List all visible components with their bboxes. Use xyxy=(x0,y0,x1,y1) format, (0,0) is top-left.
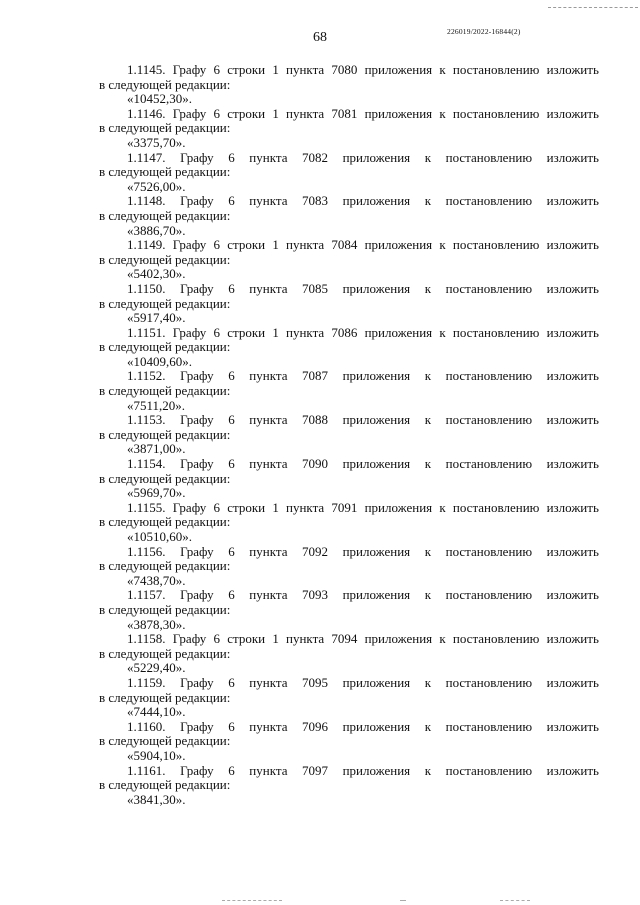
amendment-heading xyxy=(99,588,599,603)
word-grafu: Графу xyxy=(172,62,207,77)
edition-phrase: в следующей редакции: xyxy=(99,514,231,530)
edition-phrase: в следующей редакции: xyxy=(99,76,231,92)
point-number: 7084 xyxy=(331,237,358,253)
word-postanovleniyu: постановлению xyxy=(445,456,533,472)
word-k: к xyxy=(424,412,432,428)
edition-phrase: в следующей редакции: xyxy=(99,383,231,399)
edition-phrase: в следующей редакции: xyxy=(99,689,231,705)
new-value: «3841,30». xyxy=(127,791,186,807)
word-punkta: пункта xyxy=(249,762,288,778)
document-id: 226019/2022-16844(2) xyxy=(447,27,521,36)
word-k: к xyxy=(424,674,432,690)
word-stroki: строки xyxy=(227,631,266,647)
edition-phrase: в следующей редакции: xyxy=(99,426,231,442)
word-stroki: строки xyxy=(227,237,266,253)
word-row-number: 1 xyxy=(272,499,279,515)
word-postanovleniyu: постановлению xyxy=(452,105,540,121)
word-k: к xyxy=(439,499,446,515)
point-number: 7081 xyxy=(331,105,358,121)
word-prilozheniya: приложения xyxy=(342,368,411,384)
word-punkta: пункта xyxy=(286,62,325,77)
word-grafu: Графу xyxy=(172,237,207,253)
item-number: 1.1152. xyxy=(127,368,166,384)
word-row-number: 1 xyxy=(272,324,279,340)
word-stroki: строки xyxy=(227,324,266,340)
word-k: к xyxy=(439,631,446,647)
word-grafu: Графу xyxy=(172,631,207,647)
word-prilozheniya: приложения xyxy=(342,149,411,165)
point-number: 7091 xyxy=(331,499,358,515)
amendment-item xyxy=(99,63,599,107)
point-number: 7083 xyxy=(302,193,329,209)
new-value: «5229,40». xyxy=(127,660,186,676)
word-izlozhit: изложить xyxy=(546,237,599,253)
item-number: 1.1160. xyxy=(127,718,166,734)
edition-phrase: в следующей редакции: xyxy=(99,207,231,223)
word-column-number: 6 xyxy=(228,149,235,165)
edition-phrase: в следующей редакции: xyxy=(99,470,231,486)
word-grafu: Графу xyxy=(180,674,214,690)
new-value: «3871,00». xyxy=(127,441,186,457)
word-izlozhit: изложить xyxy=(546,193,599,209)
new-value: «7438,70». xyxy=(127,572,186,588)
amendment-item xyxy=(99,151,599,195)
word-izlozhit: изложить xyxy=(546,280,599,296)
word-postanovleniyu: постановлению xyxy=(452,62,540,77)
word-column-number: 6 xyxy=(228,587,235,603)
new-value: «5402,30». xyxy=(127,266,186,282)
amendment-item xyxy=(99,238,599,282)
word-prilozheniya: приложения xyxy=(342,718,411,734)
edition-phrase: в следующей редакции: xyxy=(99,645,231,661)
item-number: 1.1146. xyxy=(127,105,166,121)
amendment-heading xyxy=(99,238,599,253)
word-stroki: строки xyxy=(227,62,266,77)
word-postanovleniyu: постановлению xyxy=(445,543,533,559)
word-grafu: Графу xyxy=(180,762,214,778)
word-postanovleniyu: постановлению xyxy=(452,499,540,515)
word-prilozheniya: приложения xyxy=(342,543,411,559)
word-postanovleniyu: постановлению xyxy=(445,587,533,603)
word-column-number: 6 xyxy=(228,718,235,734)
amendment-item xyxy=(99,369,599,413)
word-punkta: пункта xyxy=(249,674,288,690)
new-value: «7526,00». xyxy=(127,178,186,194)
word-prilozheniya: приложения xyxy=(364,237,433,253)
word-prilozheniya: приложения xyxy=(342,280,411,296)
word-k: к xyxy=(424,368,432,384)
word-izlozhit: изложить xyxy=(546,631,599,647)
word-row-number: 1 xyxy=(272,105,279,121)
item-number: 1.1158. xyxy=(127,631,166,647)
amendment-item xyxy=(99,632,599,676)
word-izlozhit: изложить xyxy=(546,62,599,77)
word-postanovleniyu: постановлению xyxy=(445,149,533,165)
word-punkta: пункта xyxy=(249,587,288,603)
word-izlozhit: изложить xyxy=(546,412,599,428)
edition-phrase: в следующей редакции: xyxy=(99,295,231,311)
amendment-heading xyxy=(99,63,599,78)
word-column-number: 6 xyxy=(228,280,235,296)
word-row-number: 1 xyxy=(272,237,279,253)
word-postanovleniyu: постановлению xyxy=(452,324,540,340)
word-postanovleniyu: постановлению xyxy=(445,718,533,734)
word-izlozhit: изложить xyxy=(546,105,599,121)
word-k: к xyxy=(439,105,446,121)
word-punkta: пункта xyxy=(249,280,288,296)
point-number: 7090 xyxy=(302,456,329,472)
amendment-item xyxy=(99,457,599,501)
word-grafu: Графу xyxy=(172,324,207,340)
new-value: «10510,60». xyxy=(127,529,192,544)
amendment-item xyxy=(99,413,599,457)
word-column-number: 6 xyxy=(228,456,235,472)
word-punkta: пункта xyxy=(286,499,325,515)
new-value: «5904,10». xyxy=(127,747,186,763)
page-number: 68 xyxy=(313,30,327,45)
word-grafu: Графу xyxy=(180,412,214,428)
word-column-number: 6 xyxy=(213,499,221,515)
word-prilozheniya: приложения xyxy=(342,456,411,472)
point-number: 7096 xyxy=(302,718,329,734)
edition-phrase: в следующей редакции: xyxy=(99,558,231,574)
edition-phrase: в следующей редакции: xyxy=(99,733,231,749)
word-grafu: Графу xyxy=(180,587,214,603)
amendment-heading xyxy=(99,501,599,516)
word-column-number: 6 xyxy=(228,762,235,778)
amendment-heading xyxy=(99,194,599,209)
new-value: «5917,40». xyxy=(127,310,186,326)
word-k: к xyxy=(424,280,432,296)
word-punkta: пункта xyxy=(286,324,325,340)
word-punkta: пункта xyxy=(249,368,288,384)
word-k: к xyxy=(424,543,432,559)
amendment-heading xyxy=(99,107,599,122)
amendment-heading xyxy=(99,632,599,647)
item-number: 1.1148. xyxy=(127,193,166,209)
new-value: «10452,30». xyxy=(127,91,192,107)
point-number: 7093 xyxy=(302,587,329,603)
word-punkta: пункта xyxy=(286,105,325,121)
word-prilozheniya: приложения xyxy=(364,499,433,515)
word-k: к xyxy=(424,193,432,209)
word-punkta: пункта xyxy=(249,149,288,165)
item-number: 1.1150. xyxy=(127,280,166,296)
word-postanovleniyu: постановлению xyxy=(445,674,533,690)
point-number: 7080 xyxy=(331,62,358,77)
amendment-heading xyxy=(99,457,599,472)
item-number: 1.1153. xyxy=(127,412,166,428)
new-value: «3878,30». xyxy=(127,616,186,632)
point-number: 7097 xyxy=(302,762,329,778)
item-number: 1.1149. xyxy=(127,237,166,253)
new-value: «10409,60». xyxy=(127,353,192,369)
point-number: 7082 xyxy=(302,149,329,165)
word-stroki: строки xyxy=(227,105,266,121)
point-number: 7086 xyxy=(331,324,358,340)
word-grafu: Графу xyxy=(180,149,214,165)
edition-phrase: в следующей редакции: xyxy=(99,339,231,355)
edition-phrase: в следующей редакции: xyxy=(99,120,231,136)
word-postanovleniyu: постановлению xyxy=(445,193,533,209)
item-number: 1.1151. xyxy=(127,324,166,340)
word-column-number: 6 xyxy=(213,105,221,121)
new-value: «3375,70». xyxy=(127,134,186,150)
word-prilozheniya: приложения xyxy=(342,674,411,690)
word-k: к xyxy=(424,587,432,603)
new-value: «3886,70». xyxy=(127,222,186,238)
item-number: 1.1147. xyxy=(127,149,166,165)
word-column-number: 6 xyxy=(213,62,221,77)
word-postanovleniyu: постановлению xyxy=(452,237,540,253)
point-number: 7095 xyxy=(302,674,329,690)
word-punkta: пункта xyxy=(249,718,288,734)
word-punkta: пункта xyxy=(249,456,288,472)
word-k: к xyxy=(439,324,446,340)
word-grafu: Графу xyxy=(180,193,214,209)
amendment-item xyxy=(99,107,599,151)
word-column-number: 6 xyxy=(228,674,235,690)
word-row-number: 1 xyxy=(272,631,279,647)
word-izlozhit: изложить xyxy=(546,149,599,165)
amendment-item xyxy=(99,720,599,764)
word-grafu: Графу xyxy=(180,280,214,296)
item-number: 1.1154. xyxy=(127,456,166,472)
amendment-item xyxy=(99,764,599,808)
word-postanovleniyu: постановлению xyxy=(445,762,533,778)
word-postanovleniyu: постановлению xyxy=(452,631,540,647)
amendment-item xyxy=(99,545,599,589)
point-number: 7088 xyxy=(302,412,329,428)
word-stroki: строки xyxy=(227,499,266,515)
word-izlozhit: изложить xyxy=(546,674,599,690)
point-number: 7085 xyxy=(302,280,329,296)
word-row-number: 1 xyxy=(272,62,279,77)
amendment-heading xyxy=(99,369,599,384)
word-prilozheniya: приложения xyxy=(342,412,411,428)
edition-phrase: в следующей редакции: xyxy=(99,777,231,793)
scan-artifact xyxy=(548,0,638,8)
word-k: к xyxy=(439,237,446,253)
word-prilozheniya: приложения xyxy=(364,62,433,77)
word-k: к xyxy=(439,62,446,77)
word-grafu: Графу xyxy=(180,543,214,559)
word-k: к xyxy=(424,456,432,472)
amendment-heading xyxy=(99,326,599,341)
footer-artifacts xyxy=(0,896,640,904)
word-grafu: Графу xyxy=(172,499,207,515)
amendment-list xyxy=(99,63,599,807)
word-izlozhit: изложить xyxy=(546,543,599,559)
word-column-number: 6 xyxy=(228,368,235,384)
new-value: «7444,10». xyxy=(127,704,186,720)
word-column-number: 6 xyxy=(213,324,221,340)
word-izlozhit: изложить xyxy=(546,762,599,778)
word-grafu: Графу xyxy=(172,105,207,121)
word-izlozhit: изложить xyxy=(546,587,599,603)
word-k: к xyxy=(424,718,432,734)
amendment-item xyxy=(99,326,599,370)
word-postanovleniyu: постановлению xyxy=(445,368,533,384)
edition-phrase: в следующей редакции: xyxy=(99,601,231,617)
new-value: «7511,20». xyxy=(127,397,186,413)
amendment-item xyxy=(99,282,599,326)
point-number: 7094 xyxy=(331,631,358,647)
word-izlozhit: изложить xyxy=(546,368,599,384)
amendment-heading xyxy=(99,764,599,779)
word-izlozhit: изложить xyxy=(546,499,599,515)
word-column-number: 6 xyxy=(228,543,235,559)
amendment-item xyxy=(99,501,599,545)
word-column-number: 6 xyxy=(213,237,221,253)
word-postanovleniyu: постановлению xyxy=(445,412,533,428)
word-grafu: Графу xyxy=(180,368,214,384)
item-number: 1.1145. xyxy=(127,62,166,77)
amendment-heading xyxy=(99,151,599,166)
amendment-heading xyxy=(99,545,599,560)
item-number: 1.1155. xyxy=(127,499,166,515)
word-prilozheniya: приложения xyxy=(364,631,433,647)
word-punkta: пункта xyxy=(249,543,288,559)
word-column-number: 6 xyxy=(228,412,235,428)
word-grafu: Графу xyxy=(180,456,214,472)
item-number: 1.1157. xyxy=(127,587,166,603)
item-number: 1.1159. xyxy=(127,674,166,690)
word-prilozheniya: приложения xyxy=(342,587,411,603)
amendment-heading xyxy=(99,413,599,428)
new-value: «5969,70». xyxy=(127,485,186,501)
word-prilozheniya: приложения xyxy=(364,324,433,340)
word-prilozheniya: приложения xyxy=(342,193,411,209)
word-izlozhit: изложить xyxy=(546,324,599,340)
word-column-number: 6 xyxy=(213,631,221,647)
amendment-item xyxy=(99,676,599,720)
word-grafu: Графу xyxy=(180,718,214,734)
word-punkta: пункта xyxy=(249,193,288,209)
word-izlozhit: изложить xyxy=(546,456,599,472)
word-k: к xyxy=(424,762,432,778)
word-punkta: пункта xyxy=(249,412,288,428)
amendment-heading xyxy=(99,720,599,735)
edition-phrase: в следующей редакции: xyxy=(99,251,231,267)
word-prilozheniya: приложения xyxy=(364,105,433,121)
word-postanovleniyu: постановлению xyxy=(445,280,533,296)
amendment-item xyxy=(99,194,599,238)
amendment-heading xyxy=(99,282,599,297)
point-number: 7087 xyxy=(302,368,329,384)
amendment-item xyxy=(99,588,599,632)
item-number: 1.1156. xyxy=(127,543,166,559)
word-punkta: пункта xyxy=(286,237,325,253)
word-k: к xyxy=(424,149,432,165)
item-number: 1.1161. xyxy=(127,762,166,778)
point-number: 7092 xyxy=(302,543,329,559)
edition-phrase: в следующей редакции: xyxy=(99,164,231,180)
amendment-heading xyxy=(99,676,599,691)
word-punkta: пункта xyxy=(286,631,325,647)
word-column-number: 6 xyxy=(228,193,235,209)
word-izlozhit: изложить xyxy=(546,718,599,734)
word-prilozheniya: приложения xyxy=(342,762,411,778)
